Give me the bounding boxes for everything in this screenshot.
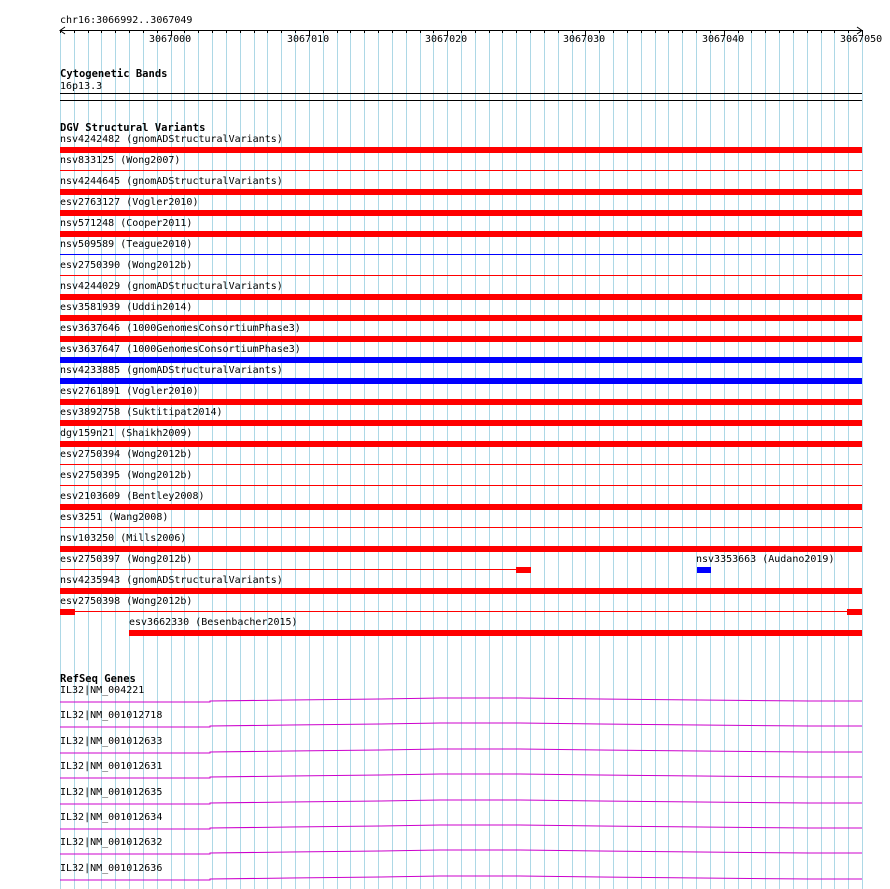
dgv-variant-label: esv2761891 (Vogler2010) (60, 386, 199, 397)
dgv-variant-label: esv3637647 (1000GenomesConsortiumPhase3) (60, 344, 301, 355)
dgv-variant-label: esv3662330 (Besenbacher2015) (129, 617, 298, 628)
dgv-variant-bar[interactable] (60, 189, 862, 195)
dgv-variant-line[interactable] (60, 254, 862, 255)
refseq-intron-path (60, 825, 862, 829)
refseq-intron-line[interactable] (0, 841, 890, 861)
dgv-variant-block[interactable] (697, 567, 711, 573)
dgv-variant-label: nsv4244029 (gnomADStructuralVariants) (60, 281, 283, 292)
dgv-variant-bar[interactable] (60, 399, 862, 405)
refseq-intron-line[interactable] (0, 765, 890, 785)
dgv-variant-block[interactable] (60, 609, 75, 615)
dgv-variant-label: nsv103250 (Mills2006) (60, 533, 187, 544)
refseq-intron-line[interactable] (0, 791, 890, 811)
dgv-variant-bar[interactable] (60, 294, 862, 300)
location-label: chr16:3066992..3067049 (60, 15, 193, 26)
refseq-gene-label: IL32|NM_004221 (60, 685, 145, 696)
dgv-variant-line[interactable] (60, 569, 516, 570)
dgv-variant-label: nsv4242482 (gnomADStructuralVariants) (60, 134, 283, 145)
ruler-tick-label: 3067040 (702, 34, 745, 45)
dgv-variant-label: esv3637646 (1000GenomesConsortiumPhase3) (60, 323, 301, 334)
dgv-track-title: DGV Structural Variants (60, 122, 206, 134)
dgv-variant-line[interactable] (60, 275, 862, 276)
dgv-variant-bar[interactable] (60, 420, 862, 426)
ruler-tick-label: 3067020 (425, 34, 468, 45)
cytogenetic-track-title: Cytogenetic Bands (60, 68, 168, 80)
dgv-variant-label: nsv4233885 (gnomADStructuralVariants) (60, 365, 283, 376)
dgv-variant-label: esv2763127 (Vogler2010) (60, 197, 199, 208)
refseq-gene-label: IL32|NM_001012718 (60, 710, 163, 721)
refseq-intron-line[interactable] (0, 867, 890, 887)
dgv-variant-line[interactable] (60, 611, 862, 612)
dgv-variant-block[interactable] (847, 609, 862, 615)
refseq-gene-label: IL32|NM_001012633 (60, 736, 163, 747)
refseq-intron-path (60, 698, 862, 702)
dgv-variant-label: nsv571248 (Cooper2011) (60, 218, 193, 229)
dgv-variant-bar[interactable] (60, 210, 862, 216)
refseq-intron-line[interactable] (0, 714, 890, 734)
dgv-variant-label: esv2750394 (Wong2012b) (60, 449, 193, 460)
refseq-intron-line[interactable] (0, 689, 890, 709)
refseq-intron-path (60, 876, 862, 880)
dgv-variant-bar[interactable] (60, 231, 862, 237)
refseq-intron-line[interactable] (0, 816, 890, 836)
refseq-intron-path (60, 774, 862, 778)
dgv-variant-bar[interactable] (60, 357, 862, 363)
dgv-variant-line[interactable] (60, 170, 862, 171)
refseq-intron-path (60, 850, 862, 854)
dgv-variant-label: esv3892758 (Suktitipat2014) (60, 407, 223, 418)
cytoband-bar-top (60, 93, 862, 94)
dgv-variant-label: nsv833125 (Wong2007) (60, 155, 181, 166)
ruler-axis (0, 0, 890, 60)
dgv-variant-block[interactable] (516, 567, 531, 573)
dgv-variant-label: esv3581939 (Uddin2014) (60, 302, 193, 313)
dgv-variant-bar[interactable] (60, 378, 862, 384)
dgv-variant-bar[interactable] (60, 588, 862, 594)
refseq-gene-label: IL32|NM_001012636 (60, 863, 163, 874)
dgv-variant-label: esv2750395 (Wong2012b) (60, 470, 193, 481)
dgv-variant-label: esv2103609 (Bentley2008) (60, 491, 205, 502)
dgv-variant-label: esv2750397 (Wong2012b) (60, 554, 193, 565)
dgv-variant-bar[interactable] (129, 630, 862, 636)
ruler-tick-label: 3067010 (287, 34, 330, 45)
dgv-variant-label: nsv509589 (Teague2010) (60, 239, 193, 250)
dgv-variant-label: esv2750390 (Wong2012b) (60, 260, 193, 271)
refseq-intron-line[interactable] (0, 740, 890, 760)
dgv-variant-label: esv3251 (Wang2008) (60, 512, 169, 523)
refseq-track-title: RefSeq Genes (60, 673, 136, 685)
dgv-variant-label: dgv159n21 (Shaikh2009) (60, 428, 193, 439)
dgv-variant-line[interactable] (60, 527, 862, 528)
dgv-variant-bar[interactable] (60, 546, 862, 552)
dgv-variant-label: esv2750398 (Wong2012b) (60, 596, 193, 607)
ruler-tick-label: 3067050 (840, 34, 883, 45)
refseq-gene-label: IL32|NM_001012632 (60, 837, 163, 848)
dgv-variant-bar[interactable] (60, 441, 862, 447)
refseq-gene-label: IL32|NM_001012634 (60, 812, 163, 823)
dgv-variant-line[interactable] (60, 485, 862, 486)
cytoband-label: 16p13.3 (60, 81, 103, 92)
ruler-tick-label: 3067000 (149, 34, 192, 45)
dgv-variant-bar[interactable] (60, 315, 862, 321)
ruler-tick-label: 3067030 (563, 34, 606, 45)
refseq-intron-path (60, 749, 862, 753)
dgv-variant-bar[interactable] (60, 504, 862, 510)
refseq-gene-label: IL32|NM_001012635 (60, 787, 163, 798)
dgv-variant-label: nsv4235943 (gnomADStructuralVariants) (60, 575, 283, 586)
dgv-variant-bar[interactable] (60, 147, 862, 153)
refseq-intron-path (60, 800, 862, 804)
refseq-intron-path (60, 723, 862, 727)
dgv-variant-label: nsv4244645 (gnomADStructuralVariants) (60, 176, 283, 187)
dgv-variant-bar[interactable] (60, 336, 862, 342)
dgv-variant-line[interactable] (60, 464, 862, 465)
refseq-gene-label: IL32|NM_001012631 (60, 761, 163, 772)
cytoband-bar-bottom (60, 100, 862, 101)
dgv-variant-label: nsv3353663 (Audano2019) (696, 554, 835, 565)
